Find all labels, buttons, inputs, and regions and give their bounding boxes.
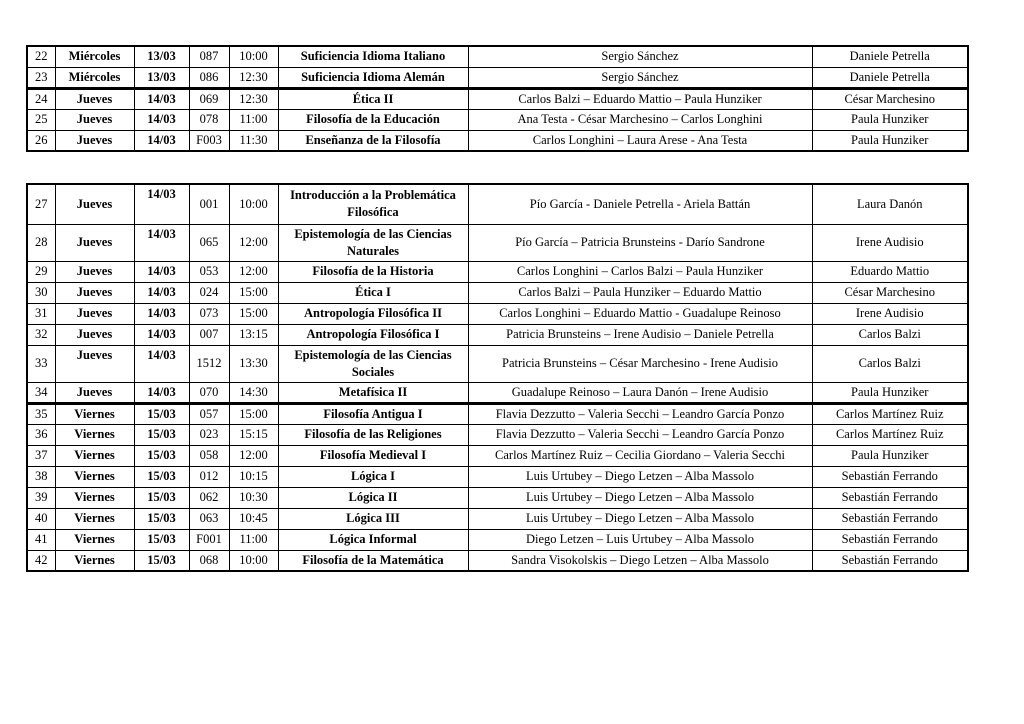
row-tribunal: Pío García – Patricia Brunsteins - Darío Sandrone [468, 224, 812, 261]
row-time: 12:00 [229, 445, 278, 466]
table-row [27, 184, 968, 224]
row-number: 38 [27, 466, 55, 487]
table-row [27, 424, 968, 445]
row-number: 23 [27, 67, 55, 88]
row-subject: Ética I [278, 282, 468, 303]
row-date: 14/03 [134, 303, 189, 324]
row-subject: Filosofía de las Religiones [278, 424, 468, 445]
row-subject: Introducción a la Problemática Filosófica [278, 184, 468, 224]
row-date: 14/03 [134, 224, 189, 261]
row-substitute: Laura Danón [812, 184, 968, 224]
row-room: 1512 [189, 345, 229, 382]
row-room: 023 [189, 424, 229, 445]
row-subject: Lógica III [278, 508, 468, 529]
row-subject: Lógica I [278, 466, 468, 487]
table-row [27, 88, 968, 109]
row-number: 24 [27, 88, 55, 109]
row-number: 28 [27, 224, 55, 261]
row-tribunal: Pío García - Daniele Petrella - Ariela Battán [468, 184, 812, 224]
table-row [27, 282, 968, 303]
row-room: F001 [189, 529, 229, 550]
row-subject: Enseñanza de la Filosofía [278, 130, 468, 151]
row-date: 15/03 [134, 445, 189, 466]
table-row [27, 109, 968, 130]
row-date: 15/03 [134, 550, 189, 571]
table-row [27, 130, 968, 151]
row-substitute: Daniele Petrella [812, 67, 968, 88]
row-substitute: Carlos Martínez Ruiz [812, 424, 968, 445]
row-room: 070 [189, 382, 229, 403]
row-room: 057 [189, 403, 229, 424]
row-substitute: Irene Audisio [812, 224, 968, 261]
row-tribunal: Luis Urtubey – Diego Letzen – Alba Massolo [468, 508, 812, 529]
row-tribunal: Ana Testa - César Marchesino – Carlos Longhini [468, 109, 812, 130]
row-substitute: Carlos Martínez Ruiz [812, 403, 968, 424]
row-day: Viernes [55, 466, 134, 487]
exam-schedule-table-2 [26, 183, 969, 572]
row-time: 11:00 [229, 529, 278, 550]
row-tribunal: Patricia Brunsteins – César Marchesino - Irene Audisio [468, 345, 812, 382]
row-room: 007 [189, 324, 229, 345]
row-subject: Filosofía Antigua I [278, 403, 468, 424]
row-number: 27 [27, 184, 55, 224]
row-room: 069 [189, 88, 229, 109]
row-time: 10:45 [229, 508, 278, 529]
row-day: Viernes [55, 550, 134, 571]
row-substitute: Sebastián Ferrando [812, 508, 968, 529]
row-substitute: Paula Hunziker [812, 109, 968, 130]
row-number: 42 [27, 550, 55, 571]
table-row [27, 466, 968, 487]
row-subject: Lógica II [278, 487, 468, 508]
row-subject: Epistemología de las Ciencias Naturales [278, 224, 468, 261]
row-substitute: Carlos Balzi [812, 345, 968, 382]
row-day: Viernes [55, 529, 134, 550]
row-substitute: César Marchesino [812, 282, 968, 303]
row-date: 14/03 [134, 88, 189, 109]
row-tribunal: Carlos Martínez Ruiz – Cecilia Giordano – Valeria Secchi [468, 445, 812, 466]
row-time: 10:30 [229, 487, 278, 508]
row-substitute: Sebastián Ferrando [812, 550, 968, 571]
row-number: 32 [27, 324, 55, 345]
row-number: 33 [27, 345, 55, 382]
row-number: 39 [27, 487, 55, 508]
table-row [27, 403, 968, 424]
row-date: 14/03 [134, 324, 189, 345]
row-time: 13:30 [229, 345, 278, 382]
row-substitute: Eduardo Mattio [812, 261, 968, 282]
row-time: 15:00 [229, 403, 278, 424]
row-date: 14/03 [134, 382, 189, 403]
row-substitute: Sebastián Ferrando [812, 529, 968, 550]
row-day: Jueves [55, 224, 134, 261]
row-tribunal: Carlos Balzi – Eduardo Mattio – Paula Hunziker [468, 88, 812, 109]
row-tribunal: Flavia Dezzutto – Valeria Secchi – Leandro García Ponzo [468, 424, 812, 445]
row-day: Viernes [55, 508, 134, 529]
row-time: 15:00 [229, 282, 278, 303]
row-number: 26 [27, 130, 55, 151]
row-room: 078 [189, 109, 229, 130]
table-row [27, 303, 968, 324]
row-tribunal: Carlos Longhini – Eduardo Mattio - Guadalupe Reinoso [468, 303, 812, 324]
row-room: 001 [189, 184, 229, 224]
row-room: F003 [189, 130, 229, 151]
row-time: 12:00 [229, 224, 278, 261]
row-room: 024 [189, 282, 229, 303]
table-row [27, 529, 968, 550]
row-room: 062 [189, 487, 229, 508]
row-subject: Suficiencia Idioma Italiano [278, 46, 468, 67]
row-substitute: Sebastián Ferrando [812, 487, 968, 508]
row-number: 31 [27, 303, 55, 324]
row-room: 012 [189, 466, 229, 487]
row-substitute: Sebastián Ferrando [812, 466, 968, 487]
row-day: Miércoles [55, 67, 134, 88]
row-date: 13/03 [134, 46, 189, 67]
row-date: 13/03 [134, 67, 189, 88]
row-substitute: Paula Hunziker [812, 130, 968, 151]
row-date: 14/03 [134, 184, 189, 224]
row-number: 29 [27, 261, 55, 282]
row-tribunal: Sergio Sánchez [468, 67, 812, 88]
row-number: 34 [27, 382, 55, 403]
row-tribunal: Sandra Visokolskis – Diego Letzen – Alba Massolo [468, 550, 812, 571]
row-date: 14/03 [134, 109, 189, 130]
row-day: Viernes [55, 487, 134, 508]
row-subject: Metafísica II [278, 382, 468, 403]
row-time: 12:30 [229, 67, 278, 88]
row-room: 063 [189, 508, 229, 529]
row-date: 15/03 [134, 466, 189, 487]
table-row [27, 261, 968, 282]
row-tribunal: Guadalupe Reinoso – Laura Danón – Irene Audisio [468, 382, 812, 403]
row-number: 25 [27, 109, 55, 130]
table-row [27, 487, 968, 508]
row-subject: Epistemología de las Ciencias Sociales [278, 345, 468, 382]
row-day: Viernes [55, 445, 134, 466]
row-time: 10:00 [229, 184, 278, 224]
row-day: Miércoles [55, 46, 134, 67]
row-tribunal: Luis Urtubey – Diego Letzen – Alba Massolo [468, 466, 812, 487]
row-subject: Lógica Informal [278, 529, 468, 550]
row-time: 15:00 [229, 303, 278, 324]
row-number: 40 [27, 508, 55, 529]
row-substitute: Paula Hunziker [812, 445, 968, 466]
row-time: 10:00 [229, 46, 278, 67]
row-tribunal: Diego Letzen – Luis Urtubey – Alba Massolo [468, 529, 812, 550]
row-date: 15/03 [134, 487, 189, 508]
row-day: Jueves [55, 324, 134, 345]
row-date: 14/03 [134, 282, 189, 303]
table-row [27, 324, 968, 345]
row-date: 15/03 [134, 529, 189, 550]
row-time: 15:15 [229, 424, 278, 445]
row-tribunal: Carlos Balzi – Paula Hunziker – Eduardo Mattio [468, 282, 812, 303]
table-row [27, 224, 968, 261]
row-room: 087 [189, 46, 229, 67]
row-day: Jueves [55, 282, 134, 303]
row-tribunal: Luis Urtubey – Diego Letzen – Alba Massolo [468, 487, 812, 508]
table-row [27, 345, 968, 382]
row-date: 15/03 [134, 508, 189, 529]
row-time: 14:30 [229, 382, 278, 403]
row-day: Jueves [55, 88, 134, 109]
table-row [27, 382, 968, 403]
row-day: Viernes [55, 424, 134, 445]
row-room: 068 [189, 550, 229, 571]
row-tribunal: Carlos Longhini – Laura Arese - Ana Testa [468, 130, 812, 151]
row-substitute: Paula Hunziker [812, 382, 968, 403]
row-date: 14/03 [134, 261, 189, 282]
row-time: 13:15 [229, 324, 278, 345]
row-date: 15/03 [134, 424, 189, 445]
row-room: 065 [189, 224, 229, 261]
row-tribunal: Sergio Sánchez [468, 46, 812, 67]
row-substitute: Carlos Balzi [812, 324, 968, 345]
row-date: 14/03 [134, 130, 189, 151]
row-number: 36 [27, 424, 55, 445]
row-substitute: Daniele Petrella [812, 46, 968, 67]
row-day: Jueves [55, 109, 134, 130]
row-day: Jueves [55, 303, 134, 324]
table-row [27, 46, 968, 67]
row-subject: Filosofía Medieval I [278, 445, 468, 466]
row-substitute: César Marchesino [812, 88, 968, 109]
row-day: Jueves [55, 345, 134, 382]
row-day: Jueves [55, 382, 134, 403]
table-row [27, 550, 968, 571]
table-row [27, 445, 968, 466]
row-subject: Ética II [278, 88, 468, 109]
row-time: 12:00 [229, 261, 278, 282]
row-number: 37 [27, 445, 55, 466]
row-room: 053 [189, 261, 229, 282]
row-day: Jueves [55, 261, 134, 282]
row-room: 086 [189, 67, 229, 88]
row-time: 11:30 [229, 130, 278, 151]
table-row [27, 67, 968, 88]
row-tribunal: Flavia Dezzutto – Valeria Secchi – Leandro García Ponzo [468, 403, 812, 424]
row-subject: Filosofía de la Educación [278, 109, 468, 130]
row-day: Jueves [55, 130, 134, 151]
row-number: 30 [27, 282, 55, 303]
row-tribunal: Patricia Brunsteins – Irene Audisio – Daniele Petrella [468, 324, 812, 345]
row-time: 10:00 [229, 550, 278, 571]
row-tribunal: Carlos Longhini – Carlos Balzi – Paula Hunziker [468, 261, 812, 282]
row-subject: Antropología Filosófica II [278, 303, 468, 324]
row-substitute: Irene Audisio [812, 303, 968, 324]
table-row [27, 508, 968, 529]
row-time: 12:30 [229, 88, 278, 109]
row-subject: Filosofía de la Historia [278, 261, 468, 282]
exam-schedule-table-1 [26, 45, 969, 152]
row-number: 35 [27, 403, 55, 424]
row-time: 11:00 [229, 109, 278, 130]
row-room: 058 [189, 445, 229, 466]
row-day: Jueves [55, 184, 134, 224]
row-subject: Antropología Filosófica I [278, 324, 468, 345]
row-number: 41 [27, 529, 55, 550]
row-time: 10:15 [229, 466, 278, 487]
row-date: 15/03 [134, 403, 189, 424]
row-subject: Filosofía de la Matemática [278, 550, 468, 571]
row-subject: Suficiencia Idioma Alemán [278, 67, 468, 88]
row-room: 073 [189, 303, 229, 324]
row-date: 14/03 [134, 345, 189, 382]
row-number: 22 [27, 46, 55, 67]
row-day: Viernes [55, 403, 134, 424]
